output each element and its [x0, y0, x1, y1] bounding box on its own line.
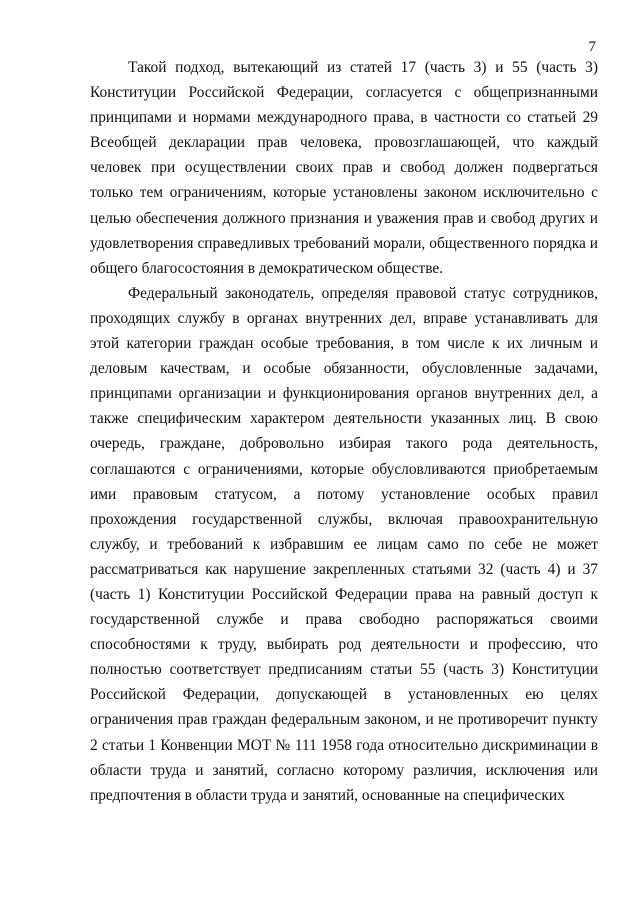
page-number: 7: [588, 39, 596, 55]
paragraph-2: Федеральный законодатель, определяя правовой статус сотрудников, проходящих службу в органах внутренних дел, вправе устанавливать для этой категории граждан особые требования, в том числе к их личным и деловым качествам, и особые обязанности, обусловленные задачами, принципами организации и функционирования органов внутренних дел, а также специфическим характером деятельности указанных лиц. В свою очередь, граждане, добровольно избирая такого рода деятельность, соглашаются с ограничениями, которые обусловливаются приобретаемым ими правовым статусом, а потому установление особых правил прохождения государственной службы, включая правоохранительную службу, и требований к избравшим ее лицам само по себе не может рассматриваться как нарушение закрепленных статьями 32 (часть 4) и 37 (часть 1) Конституции Российской Федерации права на равный доступ к государственной службе и права свободно распоряжаться своими способностями к труду, выбирать род деятельности и профессию, что полностью соответствует предписаниям статьи 55 (часть 3) Конституции Российской Федерации, допускающей в установленных ею целях ограничения прав граждан федеральным законом, и не противоречит пункту 2 статьи 1 Конвенции МОТ № 111 1958 года относительно дискриминации в области труда и занятий, согласно которому различия, исключения или предпочтения в области труда и занятий, основанные на специфических: [90, 284, 598, 804]
body-text: [90, 55, 598, 808]
paragraph-1: Такой подход, вытекающий из статей 17 (часть 3) и 55 (часть 3) Конституции Российской Федерации, согласуется с общепризнанными принципами и нормами международного права, в частности со статьей 29 Всеобщей декларации прав человека, провозглашающей, что каждый человек при осуществлении своих прав и свобод должен подвергаться только тем ограничениям, которые установлены законом исключительно с целью обеспечения должного признания и уважения прав и свобод других и удовлетворения справедливых требований морали, общественного порядка и общего благосостояния в демократическом обществе.: [90, 59, 598, 277]
